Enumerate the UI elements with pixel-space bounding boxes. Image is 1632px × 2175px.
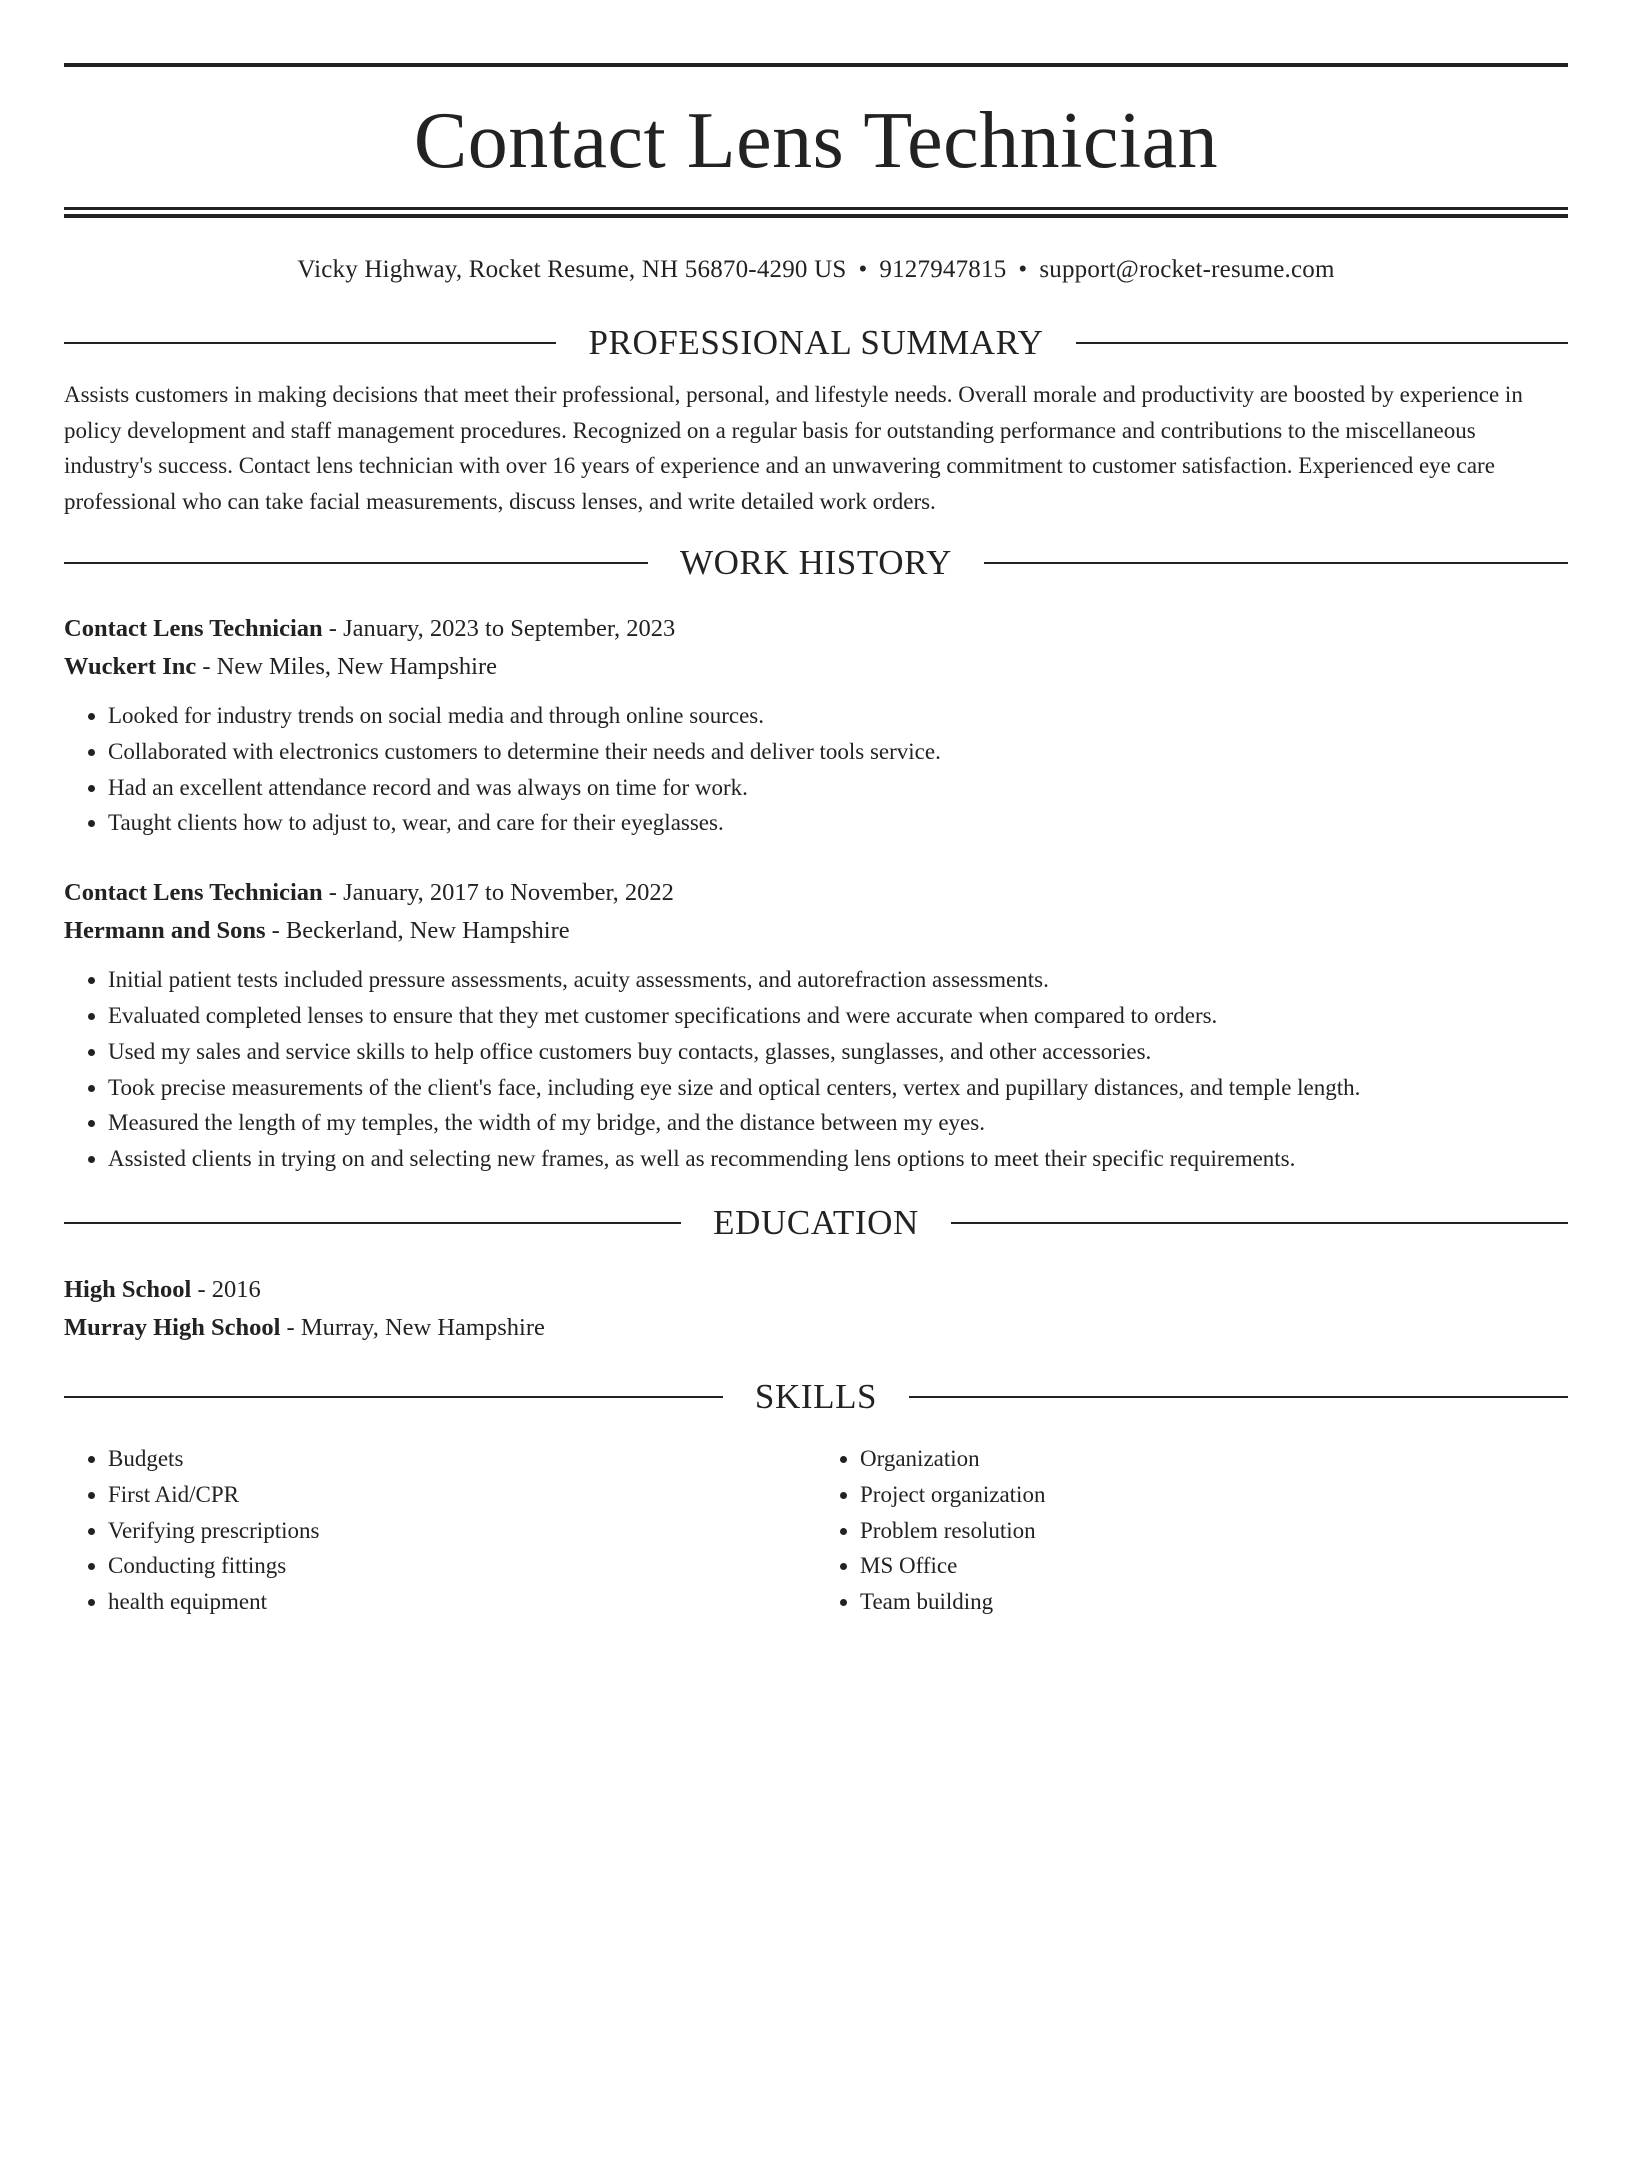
list-item: • First Aid/CPR [108,1477,816,1513]
heading-rule-left [64,562,648,564]
top-rule [64,63,1568,67]
education-school: Murray High School [64,1313,281,1341]
heading-rule-right [951,1222,1568,1224]
skills-columns [64,1441,1568,1620]
list-item: • Had an excellent attendance record and was always on time for work. [108,770,1568,806]
job-bullets [64,698,1568,841]
job-entry [64,610,1568,841]
skills-section-heading [64,1375,1568,1419]
work-heading: WORK HISTORY [680,543,952,582]
education-degree: High School [64,1275,192,1303]
list-item: • Initial patient tests included pressure assessments, acuity assessments, and autorefraction assessments. [108,962,1568,998]
title-double-rule [64,207,1568,218]
list-item: • MS Office [860,1548,1568,1584]
list-item: • Used my sales and service skills to help office customers buy contacts, glasses, sunglasses, and other accessories. [108,1034,1568,1070]
page-title: Contact Lens Technician [413,97,1219,185]
job-title-line [64,874,1568,912]
heading-rule-right [909,1396,1568,1398]
skills-list-left [64,1441,816,1620]
education-school-line [64,1309,1568,1347]
job-bullets [64,962,1568,1177]
heading-rule-right [984,562,1568,564]
list-item: • Verifying prescriptions [108,1513,816,1549]
list-item: • Problem resolution [860,1513,1568,1549]
education-degree-line [64,1271,1568,1309]
summary-heading: PROFESSIONAL SUMMARY [588,323,1044,362]
job-dates: - January, 2023 to September, 2023 [322,615,676,642]
list-item: • Conducting fittings [108,1548,816,1584]
list-item: • Collaborated with electronics customers to determine their needs and deliver tools service. [108,734,1568,770]
job-location: - New Miles, New Hampshire [196,653,497,680]
contact-line [64,252,1568,288]
heading-rule-right [1076,342,1568,344]
heading-rule-left [64,1222,681,1224]
list-item: • Assisted clients in trying on and selecting new frames, as well as recommending lens options to meet their specific requirements. [108,1141,1568,1177]
contact-separator: • [1018,256,1028,283]
resume-page [0,63,1632,2175]
job-company: Hermann and Sons [64,917,266,945]
list-item: • Organization [860,1441,1568,1477]
list-item: • Budgets [108,1441,816,1477]
list-item: • Team building [860,1584,1568,1620]
contact-phone: 9127947815 [879,256,1007,283]
skills-heading: SKILLS [754,1376,878,1416]
job-company: Wuckert Inc [64,653,197,680]
job-title: Contact Lens Technician [64,615,323,642]
list-item: • Looked for industry trends on social media and through online sources. [108,698,1568,734]
job-entry [64,874,1568,1177]
contact-separator: • [858,256,868,283]
contact-address: Vicky Highway, Rocket Resume, NH 56870-4290 US [297,256,847,283]
contact-email: support@rocket-resume.com [1039,256,1335,283]
heading-rule-left [64,342,556,344]
job-dates: - January, 2017 to November, 2022 [322,879,674,907]
summary-section-heading [64,321,1568,365]
education-year: - 2016 [191,1275,261,1303]
education-heading: EDUCATION [713,1202,919,1242]
heading-rule-left [64,1396,723,1398]
job-company-line [64,648,1568,686]
list-item: • Taught clients how to adjust to, wear, and care for their eyeglasses. [108,805,1568,841]
job-company-line [64,912,1568,950]
list-item: • Took precise measurements of the client's face, including eye size and optical centers, vertex and pupillary distances, and temple length. [108,1070,1568,1106]
list-item: • Measured the length of my temples, the width of my bridge, and the distance between my eyes. [108,1105,1568,1141]
job-title: Contact Lens Technician [64,879,323,907]
work-section-heading [64,541,1568,585]
list-item: • Evaluated completed lenses to ensure that they met customer specifications and were accurate when compared to orders. [108,998,1568,1034]
job-location: - Beckerland, New Hampshire [265,917,570,945]
skills-list-right [816,1441,1568,1620]
list-item: • health equipment [108,1584,816,1620]
list-item: • Project organization [860,1477,1568,1513]
job-title-line [64,610,1568,648]
education-section-heading [64,1201,1568,1245]
education-location: - Murray, New Hampshire [280,1313,545,1341]
summary-text: Assists customers in making decisions that meet their professional, personal, and lifestyle needs. Overall morale and productivity are boosted by experience in policy development and staff management procedures. Recognized on a regular basis for outstanding performance and contributions to the miscellaneous industry's success. Contact lens technician with over 16 years of experience and an unwavering commitment to customer satisfaction. Experienced eye care professional who can take facial measurements, discuss lenses, and write detailed work orders. [64,382,1523,514]
